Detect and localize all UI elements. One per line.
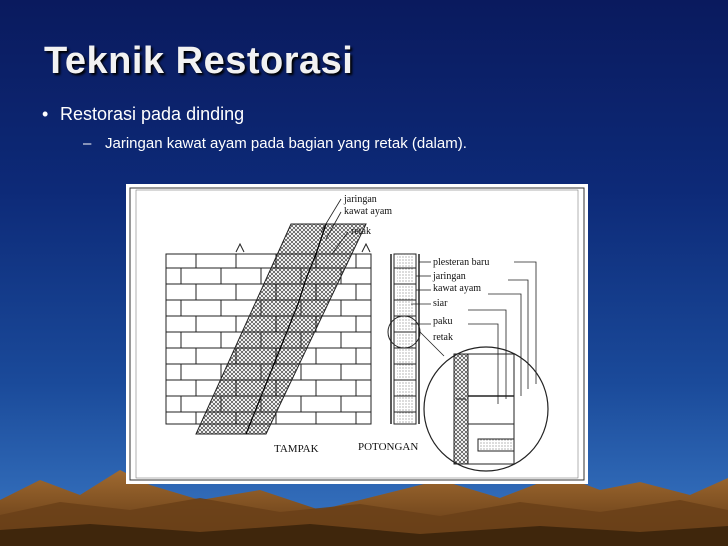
bullet-level-1 [42, 104, 244, 125]
label-retak-top: retak [351, 226, 371, 237]
enlarged-detail [424, 347, 548, 471]
label-siar: siar [433, 298, 448, 309]
label-paku: paku [433, 316, 453, 327]
bullet-dash-icon: – [83, 135, 92, 152]
label-jaringan-top: jaringan [344, 194, 377, 205]
label-kawat-ayam-right: kawat ayam [433, 283, 482, 294]
label-plesteran-baru: plesteran baru [433, 257, 490, 268]
bullet-dot-icon: • [42, 104, 49, 124]
label-kawat-ayam-top: kawat ayam [344, 206, 393, 217]
bullet-level-2 [83, 135, 467, 152]
bullet-1-text: Restorasi pada dinding [60, 104, 245, 124]
label-jaringan-right: jaringan [433, 271, 466, 282]
label-retak-right: retak [433, 332, 453, 343]
label-tampak: TAMPAK [274, 443, 319, 455]
wall-section-view [391, 254, 419, 424]
label-potongan: POTONGAN [358, 441, 419, 453]
slide-title: Teknik Restorasi [44, 40, 354, 82]
bullet-2-text: Jaringan kawat ayam pada bagian yang retak (dalam). [105, 135, 467, 152]
wall-restoration-drawing [126, 184, 588, 484]
